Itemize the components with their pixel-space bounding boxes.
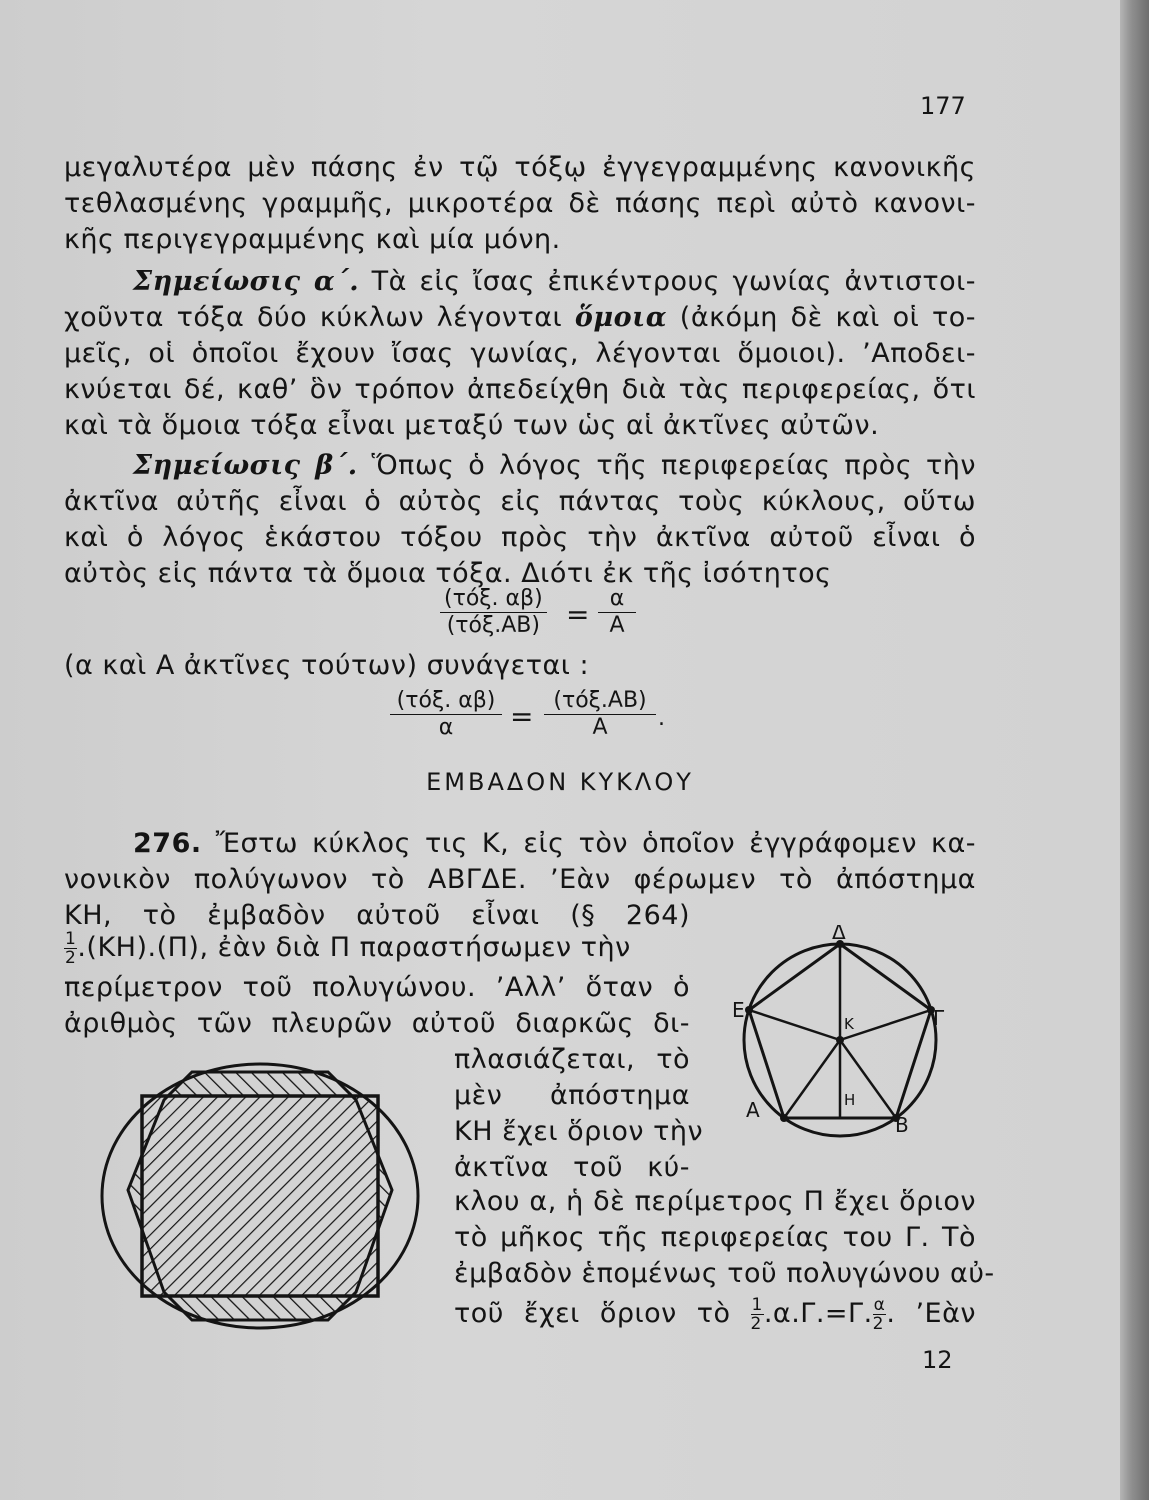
book-spine-shadow	[1120, 0, 1149, 1500]
text-line: κνύεται δέ, καθ’ ὃν τρόπον ἀπεδείχθη διὰ τὰς περιφερείας, ὅτι	[64, 374, 976, 405]
formula2-equals: =	[510, 700, 534, 733]
article-number: 276.	[133, 828, 202, 859]
text-line: μεγαλυτέρα μὲν πάσης ἐν τῷ τόξῳ ἐγγεγραμμένης κανονικῆς	[64, 152, 976, 183]
label-epsilon: Ε	[732, 998, 745, 1022]
page-number: 177	[920, 92, 966, 120]
label-eta: Η	[844, 1091, 856, 1109]
text-line: (α καὶ Α ἀκτῖνες τούτων) συνάγεται :	[64, 650, 590, 681]
note-beta-label: Σημείωσις β΄.	[133, 450, 358, 481]
inline-fraction: $\frac{1}{2}$	[65, 929, 77, 968]
text-line: $\frac{1}{2}$ .(ΚΗ).(Π), ἐὰν διὰ Π παραστήσωμεν τὴν	[65, 929, 631, 968]
text-line: κῆς περιγεγραμμένης καὶ μία μόνη.	[64, 224, 561, 255]
inline-fraction: $\frac{\alpha}{2}$	[872, 1295, 886, 1334]
label-beta: Β	[895, 1113, 909, 1137]
text-line: αὐτὸς εἰς πάντα τὰ ὅμοια τόξα. Διότι ἐκ τῆς ἰσότητος	[64, 558, 832, 589]
label-gamma: Γ	[933, 1006, 945, 1030]
formula1-left-fraction: (τόξ. αβ) (τόξ.ΑΒ)	[440, 586, 547, 639]
text-line: πλασιάζεται, τὸ	[454, 1044, 690, 1075]
text-line: ἀκτῖνα τοῦ κύ-	[454, 1152, 690, 1183]
label-alpha: Α	[746, 1098, 760, 1122]
formula2-left-fraction: (τόξ. αβ) α	[390, 688, 502, 741]
formula1-equals: =	[566, 598, 590, 631]
text-line: καὶ τὰ ὅμοια τόξα εἶναι μεταξύ των ὡς αἱ ἀκτῖνες αὐτῶν.	[64, 410, 880, 441]
text-line: μεῖς, οἱ ὁποῖοι ἔχουν ἴσας γωνίας, λέγονται ὅμοιοι). ’Αποδει-	[64, 338, 976, 369]
text-line: περίμετρον τοῦ πολυγώνου. ’Αλλ’ ὅταν ὁ	[64, 972, 690, 1003]
note-alpha-first-line: Σημείωσις α΄. Τὰ εἰς ἴσας ἐπικέντρους γωνίας ἀντιστοι-	[133, 266, 976, 297]
label-delta: Δ	[832, 925, 846, 944]
label-kappa: Κ	[844, 1015, 854, 1033]
inline-fraction: $\frac{1}{2}$	[750, 1295, 763, 1334]
text-line: τὸ μῆκος τῆς περιφερείας του Γ. Τὸ	[454, 1222, 976, 1253]
inner-rectangle-hatch	[142, 1096, 378, 1296]
text-line: ΚΗ ἔχει ὅριον τὴν	[454, 1116, 704, 1147]
note-beta-first-line: Σημείωσις β΄. Ὅπως ὁ λόγος τῆς περιφερείας πρὸς τὴν	[133, 450, 976, 481]
term-homoia: ὅμοια	[574, 302, 668, 333]
text-line: ΚΗ, τὸ ἐμβαδὸν αὐτοῦ εἶναι (§ 264)	[64, 900, 690, 931]
section-heading: ΕΜΒΑΔΟΝ ΚΥΚΛΟΥ	[426, 768, 694, 796]
text-line: ἀριθμὸς τῶν πλευρῶν αὐτοῦ διαρκῶς δι-	[64, 1008, 690, 1039]
pentagon-in-circle-figure	[720, 925, 970, 1140]
text-line: καὶ ὁ λόγος ἑκάστου τόξου πρὸς τὴν ἀκτῖνα αὐτοῦ εἶναι ὁ	[64, 522, 976, 553]
note-alpha-label: Σημείωσις α΄.	[133, 266, 360, 297]
text-line: μὲν ἀπόστημα	[454, 1080, 690, 1111]
text-line: χοῦντα τόξα δύο κύκλων λέγονται ὅμοια (ἀκόμη δὲ καὶ οἱ το-	[64, 302, 976, 333]
formula2-period: .	[658, 706, 665, 731]
text-line: νονικὸν πολύγωνον τὸ ΑΒΓΔΕ. ’Εὰν φέρωμεν τὸ ἀπόστημα	[64, 864, 976, 895]
hatched-polygon-approximation-figure	[98, 1060, 422, 1332]
text-line: τοῦ ἔχει ὅριον τὸ $\frac{1}{2}$ .α.Γ.=Γ. $\frac{\alpha}{2}$ . ’Εὰν	[454, 1295, 976, 1334]
formula1-right-fraction: $\frac{\alpha}{A}$	[598, 586, 636, 639]
signature-mark: 12	[922, 1346, 953, 1374]
text-line: ἐμβαδὸν ἑπομένως τοῦ πολυγώνου αὐ-	[454, 1258, 995, 1289]
text-line: ἀκτῖνα αὐτῆς εἶναι ὁ αὐτὸς εἰς πάντας τοὺς κύκλους, οὕτω	[64, 486, 976, 517]
text-line: κλου α, ἡ δὲ περίμετρος Π ἔχει ὅριον	[454, 1186, 976, 1217]
art276-first-line: 276. Ἔστω κύκλος τις Κ, εἰς τὸν ὁποῖον ἐγγράφομεν κα-	[133, 828, 976, 859]
formula2-right-fraction: (τόξ.ΑΒ) Α	[544, 688, 656, 741]
text-line: τεθλασμένης γραμμῆς, μικροτέρα δὲ πάσης περὶ αὐτὸ κανονι-	[64, 188, 976, 219]
